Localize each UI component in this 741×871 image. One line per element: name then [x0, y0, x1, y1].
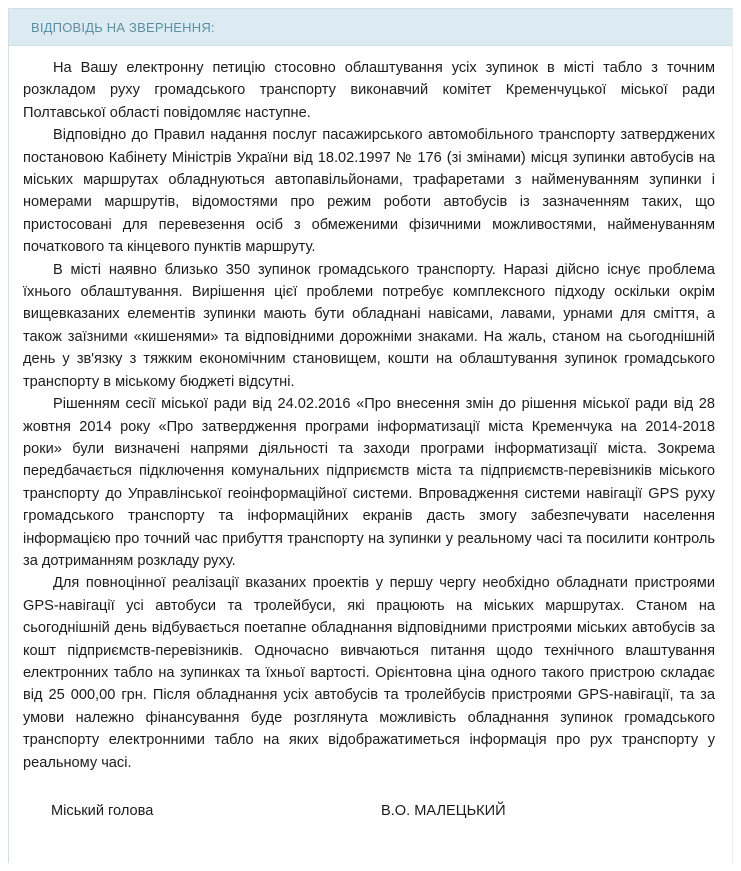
document-paragraph: Відповідно до Правил надання послуг пасажирського автомобільного транспорту затверджених постановою Кабінету Міністрів України від 18.02.1997 № 176 (зі змінами) місця зупинки автобусів на міських маршрутах обладнуються автопавільйонами, трафаретами з найменуванням зупинки і номерами маршрутів, відомостями про режим роботи автобусів із зазначенням таких, що пристосовані для перевезення осіб з обмеженими фізичними можливостями, найменуванням початкового та кінцевого пунктів маршруту. [23, 127, 715, 256]
signature-role: Міський голова [51, 803, 154, 819]
document-paragraph: Для повноцінної реалізації вказаних проектів у першу чергу необхідно обладнати пристроями GPS-навігації усі автобуси та тролейбуси, які працюють на міських маршрутах. Станом на сьогоднішній день відбувається поетапне обладнання відповідними пристроями міських автобусів за кошт підприємств-перевізників. Одночасно вивчаються питання щодо технічного влаштування електронних табло на зупинках та їхньої вартості. Орієнтовна ціна одного такого пристрою складає від 25 000,00 грн. Після обладнання усіх автобусів та тролейбусів пристроями GPS-навігації, та за умови належно фінансування буде розглянута можливість обладнання зупинок громадського транспорту електронними табло на яких відображатиметься інформація про рух транспорту у реальному часі. [23, 575, 715, 771]
document-paragraph: Рішенням сесії міської ради від 24.02.2016 «Про внесення змін до рішення міської ради від 28 жовтня 2014 року «Про затвердження програми інформатизації міста Кременчука на 2014-2018 роки» були визначені напрями діяльності та заходи програми інформатизації міста. Зокрема передбачається підключення комунальних підприємств міста та підприємств-перевізників міського транспорту до Управлінської геоінформаційної системи. Впровадження системи навігації GPS руху громадського транспорту та інформаційних екранів дасть змогу забезпечувати населення інформацією про точний час прибуття транспорту на зупинки у реальному часі та посилити контроль за дотриманням розкладу руху. [23, 396, 715, 569]
document-paragraph: В місті наявно близько 350 зупинок громадського транспорту. Наразі дійсно існує проблема їхнього облаштування. Вирішення цієї проблеми потребує комплексного підходу оскільки окрім вищевказаних елементів зупинки мають бути обладнані навісами, лавами, урнами для сміття, а також заїзними «кишенями» та відповідними дорожніми знаками. На жаль, станом на сьогоднішній день у зв'язку з тяжким економічним становищем, кошти на облаштування зупинок громадського транспорту в міському бюджеті відсутні. [23, 261, 715, 390]
panel-header [9, 8, 732, 46]
signature-block [23, 800, 715, 822]
panel-body [9, 46, 732, 822]
answer-panel [8, 8, 733, 863]
signature-name: В.О. МАЛЕЦЬКИЙ [381, 803, 506, 819]
panel-header-title: ВІДПОВІДЬ НА ЗВЕРНЕННЯ: [31, 19, 215, 35]
document-paragraph: На Вашу електронну петицію стосовно облаштування усіх зупинок в місті табло з точним розкладом руху громадського транспорту виконавчий комітет Кременчуцької міської ради Полтавської області повідомляє наступне. [23, 60, 715, 121]
